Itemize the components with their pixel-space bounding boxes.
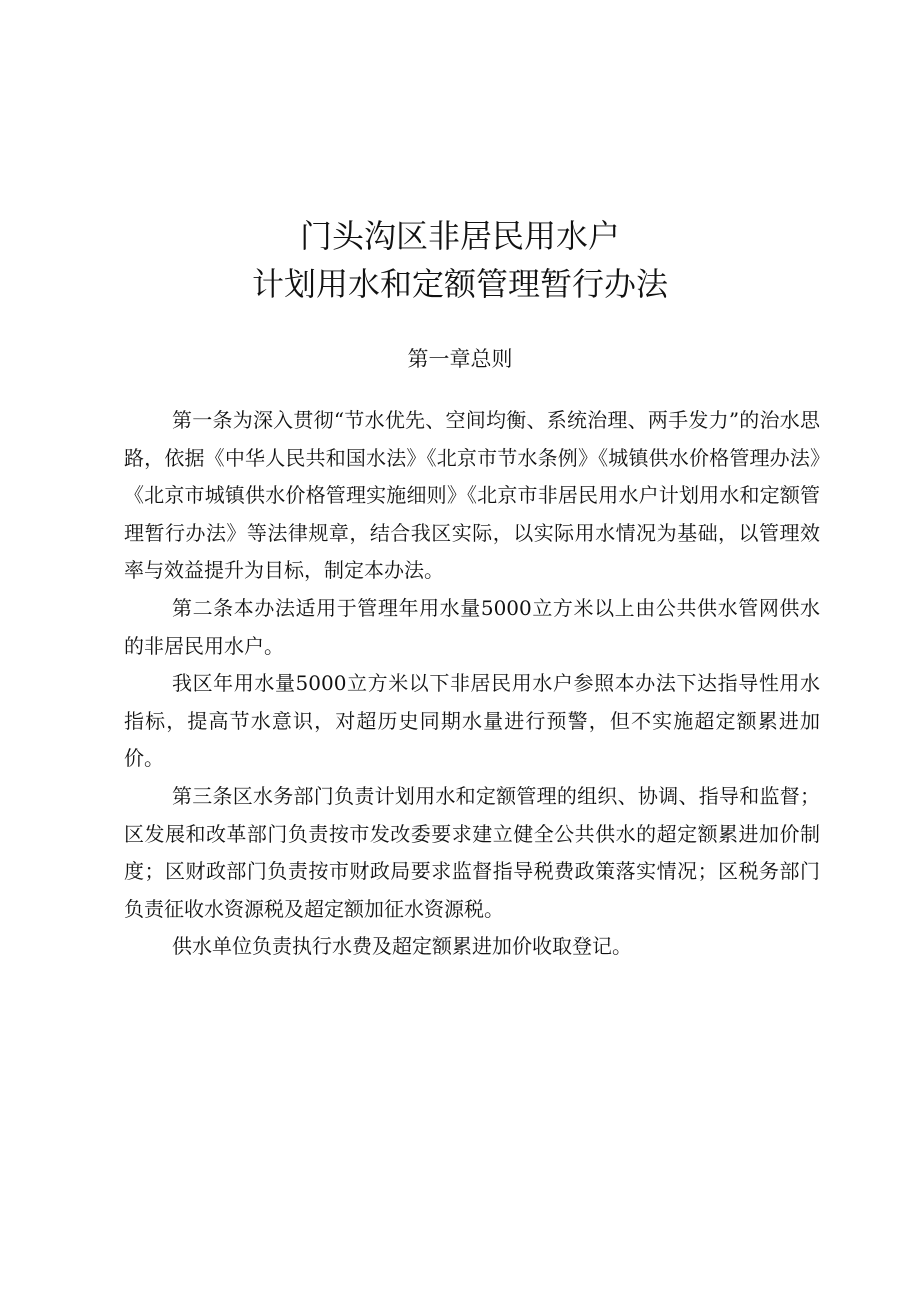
paragraph-article-1: 第一条为深入贯彻“节水优先、空间均衡、系统治理、两手发力”的治水思路，依据《中华人民共和国水法》《北京市节水条例》《城镇供水价格管理办法》《北京市城镇供水价格管理实施细则》《北京市非居民用水户计划用水和定额管理暂行办法》等法律规章，结合我区实际，以实际用水情况为基础，以管理效率与效益提升为目标，制定本办法。	[124, 408, 820, 583]
paragraph-article-2: 第二条本办法适用于管理年用水量5000立方米以上由公共供水管网供水的非居民用水户。	[124, 595, 820, 658]
document-title	[0, 212, 920, 308]
document-body	[124, 402, 820, 966]
title-line-2: 计划用水和定额管理暂行办法	[251, 265, 668, 303]
paragraph-article-3: 第三条区水务部门负责计划用水和定额管理的组织、协调、指导和监督；区发展和改革部门负责按市发改委要求建立健全公共供水的超定额累进加价制度；区财政部门负责按市财政局要求监督指导税费政策落实情况；区税务部门负责征收水资源税及超定额加征水资源税。	[124, 783, 820, 921]
chapter-heading: 第一章总则	[407, 347, 513, 371]
paragraph-article-2-supplement: 我区年用水量5000立方米以下非居民用水户参照本办法下达指导性用水指标，提高节水意识，对超历史同期水量进行预警，但不实施超定额累进加价。	[124, 671, 820, 771]
paragraph-article-3-supplement: 供水单位负责执行水费及超定额累进加价收取登记。	[172, 934, 632, 959]
title-line-1: 门头沟区非居民用水户	[299, 217, 620, 255]
